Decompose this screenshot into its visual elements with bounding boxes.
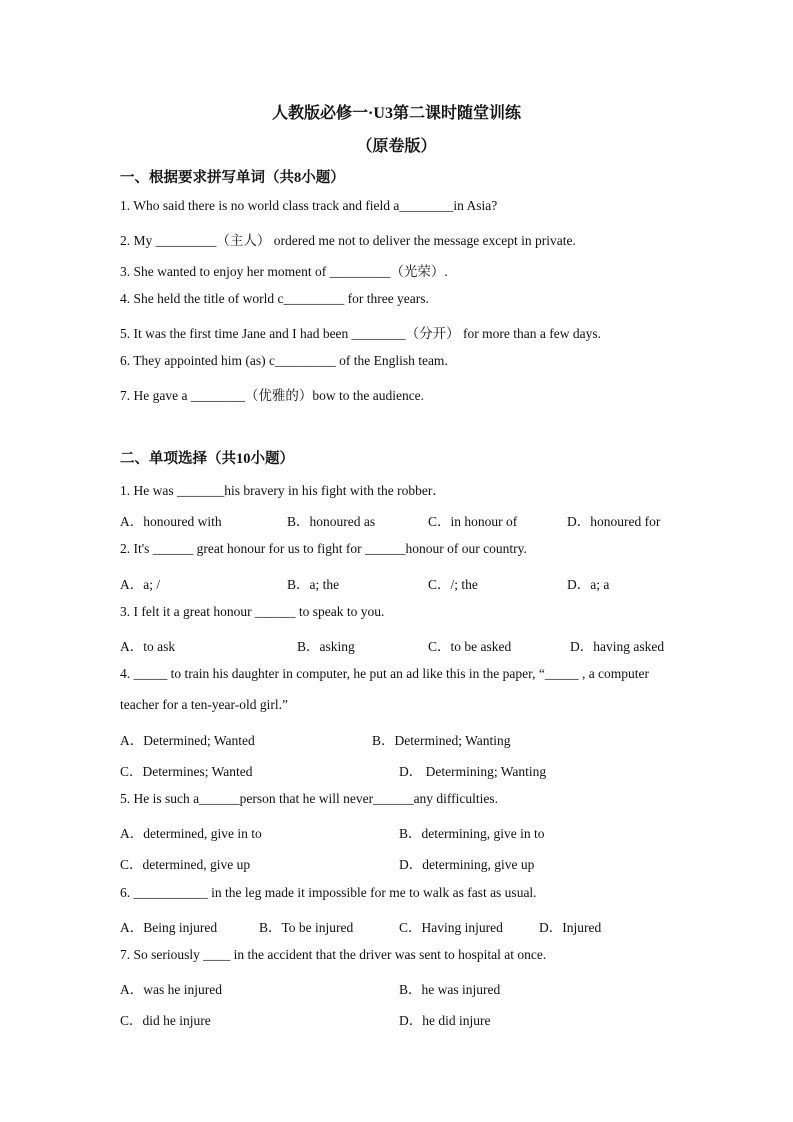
section-1-heading: 一、根据要求拼写单词（共8小题） (120, 170, 345, 186)
choice-question-4-option-d: D． Determining; Wanting (399, 764, 547, 779)
choice-question-1-option-d: D．honoured for (567, 514, 661, 529)
choice-question-7-option-c: C．did he injure (120, 1013, 211, 1028)
choice-question-4-option-c: C．Determines; Wanted (120, 764, 253, 779)
choice-question-5-option-b: B．determining, give in to (399, 826, 545, 841)
choice-question-3-option-c: C．to be asked (428, 639, 512, 654)
spelling-question-5: 5. It was the first time Jane and I had been ________（分开） for more than a few days. (120, 326, 601, 341)
spelling-question-3: 3. She wanted to enjoy her moment of _________（光荣）. (120, 264, 448, 279)
choice-question-2-stem: 2. It's ______ great honour for us to fight for ______honour of our country. (120, 541, 527, 556)
document-subtitle: （原卷版） (356, 138, 437, 155)
choice-question-1-option-a: A．honoured with (120, 514, 222, 529)
choice-question-7-option-b: B．he was injured (399, 982, 501, 997)
spelling-question-7: 7. He gave a ________（优雅的）bow to the audience. (120, 388, 425, 403)
choice-question-3-option-a: A．to ask (120, 639, 176, 654)
choice-question-6-stem: 6. ___________ in the leg made it impossible for me to walk as fast as usual. (120, 885, 537, 900)
choice-question-2-option-c: C．/; the (428, 577, 478, 592)
choice-question-3-option-d: D．having asked (570, 639, 665, 654)
document-title: 人教版必修一·U3第二课时随堂训练 (272, 105, 521, 122)
choice-question-4-stem: 4. _____ to train his daughter in computer, he put an ad like this in the paper, “_____ , a computer (120, 666, 650, 681)
choice-question-7-stem: 7. So seriously ____ in the accident that the driver was sent to hospital at once. (120, 947, 547, 962)
choice-question-3-option-b: B．asking (297, 639, 355, 654)
choice-question-7-option-a: A．was he injured (120, 982, 222, 997)
choice-question-5-stem: 5. He is such a______person that he will never______any difficulties. (120, 791, 499, 806)
choice-question-4-stem-continued: teacher for a ten-year-old girl.” (120, 697, 289, 712)
spelling-question-6: 6. They appointed him (as) c_________ of the English team. (120, 353, 448, 368)
choice-question-1-option-c: C．in honour of (428, 514, 518, 529)
choice-question-1-option-b: B．honoured as (287, 514, 376, 529)
choice-question-4-option-a: A．Determined; Wanted (120, 733, 255, 748)
choice-question-7-option-d: D．he did injure (399, 1013, 491, 1028)
choice-question-5-option-c: C．determined, give up (120, 857, 251, 872)
spelling-question-4: 4. She held the title of world c_________ for three years. (120, 291, 429, 306)
spelling-question-2: 2. My _________（主人） ordered me not to deliver the message except in private. (120, 233, 576, 248)
choice-question-5-option-a: A．determined, give in to (120, 826, 262, 841)
choice-question-3-stem: 3. I felt it a great honour ______ to speak to you. (120, 604, 385, 619)
choice-question-6-option-b: B．To be injured (259, 920, 354, 935)
choice-question-6-option-a: A．Being injured (120, 920, 218, 935)
choice-question-5-option-d: D．determining, give up (399, 857, 535, 872)
spelling-question-1: 1. Who said there is no world class track and field a________in Asia? (120, 198, 498, 213)
choice-question-4-option-b: B．Determined; Wanting (372, 733, 511, 748)
choice-question-2-option-a: A．a; / (120, 577, 161, 592)
choice-question-6-option-c: C．Having injured (399, 920, 503, 935)
choice-question-2-option-b: B．a; the (287, 577, 340, 592)
choice-question-6-option-d: D．Injured (539, 920, 602, 935)
choice-question-1-stem: 1. He was _______his bravery in his fight with the robber． (120, 483, 446, 498)
choice-question-2-option-d: D．a; a (567, 577, 610, 592)
section-2-heading: 二、单项选择（共10小题） (120, 451, 294, 467)
